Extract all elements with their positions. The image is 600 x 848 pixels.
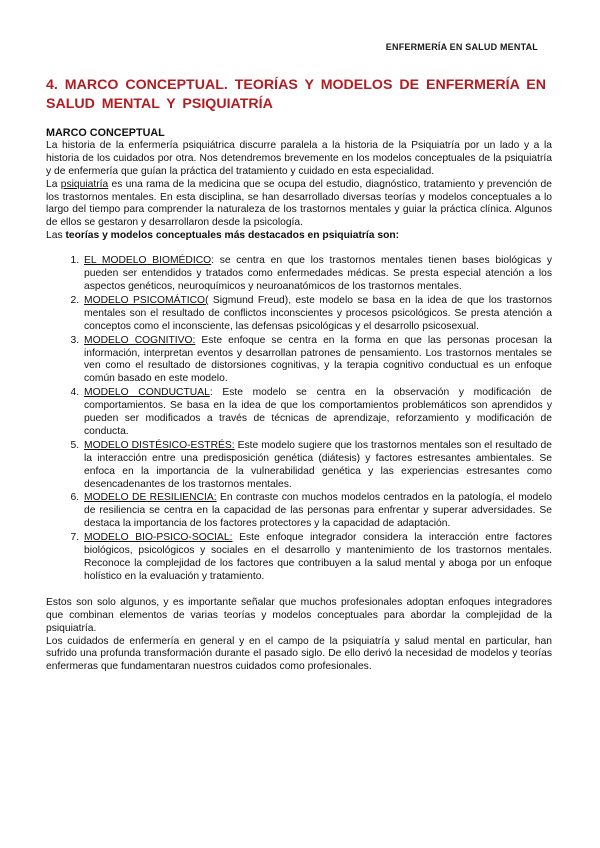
model-item-resiliencia bbox=[82, 492, 552, 531]
model-description: En contraste con muchos modelos centrados en la patología, el modelo de resiliencia se centra en la capacidad de las personas para enfrentar y superar adversidades. Se destaca la importancia de los factores protectores y la capacidad de adaptación. bbox=[84, 492, 552, 530]
closing-paragraph-1: Estos son solo algunos, y es importante señalar que muchos profesionales adoptan enfoques integradores que combinan elementos de varias teorías y modelos conceptuales para abordar la complejidad de la psiquiatría. bbox=[46, 596, 552, 634]
model-item-conductual bbox=[82, 387, 552, 439]
model-item-cognitivo bbox=[82, 335, 552, 387]
model-name: MODELO DE RESILIENCIA: bbox=[84, 492, 217, 504]
section-heading: MARCO CONCEPTUAL bbox=[46, 127, 165, 139]
intro-paragraph-1: La historia de la enfermería psiquiátrica discurre paralela a la historia de la Psiquiatría por un lado y a la historia de los cuidados por otra. Nos detendremos brevemente en los modelos conceptuales de la psiquiatría y de enfermería que guían la práctica del tratamiento y cuidado en esta especialidad. bbox=[46, 139, 552, 177]
model-name: MODELO DISTÉSICO-ESTRÉS: bbox=[84, 439, 235, 451]
models-list bbox=[46, 255, 552, 584]
intro-prefix: La bbox=[46, 178, 61, 190]
models-lead-in bbox=[46, 230, 552, 243]
model-description: Este modelo sugiere que los trastornos mentales son el resultado de la interacción entre una predisposición genética (diátesis) y factores estresantes ambientales. Se enfoca en la importancia de la vulnerabilidad genética y las experiencias estresantes como desencadenantes de los trastornos mentales. bbox=[84, 439, 552, 490]
running-header: ENFERMERÍA EN SALUD MENTAL bbox=[385, 42, 538, 52]
model-item-psicomatico bbox=[82, 295, 552, 334]
closing-paragraph-2: Los cuidados de enfermería en general y en el campo de la psiquiatría y salud mental en particular, han sufrido una profunda transformación durante el pasado siglo. De ello derivó la necesidad de modelos y teorías enfermeras que fundamentaran nuestros cuidados como profesionales. bbox=[46, 635, 552, 673]
intro-block bbox=[46, 140, 552, 243]
model-description: : se centra en que los trastornos mentales tienen bases biológicas y pueden ser entendidos y tratados como enfermedades médicas. Se presta especial atención a los aspectos genéticos, neuroquímicos y neuroanatómicos de los trastornos mentales. bbox=[84, 255, 552, 292]
model-item-biomedico bbox=[82, 255, 552, 294]
model-name: MODELO COGNITIVO: bbox=[84, 334, 196, 346]
document-body bbox=[46, 127, 552, 674]
closing-block bbox=[46, 597, 552, 674]
model-description: Este enfoque se centra en la forma en que las personas procesan la información, interpretan eventos y desarrollan patrones de pensamiento. Los trastornos mentales se ven como el resultado de distorsiones cognitivas, y la terapia cognitivo conductual es un enfoque común basado en este modelo. bbox=[84, 334, 552, 385]
model-description: : Este modelo se centra en la observación y modificación de comportamientos. Se basa en la idea de que los comportamientos problemáticos son aprendidos y pueden ser modificados a través de técnicas de aprendizaje, reforzamiento y modificación de conducta. bbox=[84, 387, 552, 437]
lead-bold: teorías y modelos conceptuales más destacados en psiquiatría son: bbox=[65, 230, 400, 242]
intro-rest: es una rama de la medicina que se ocupa del estudio, diagnóstico, tratamiento y prevención de los trastornos mentales. En esta disciplina, se han desarrollado diversas teorías y modelos conceptuales a lo largo del tiempo para comprender la naturaleza de los trastornos mentales y guiar la práctica clínica. Algunos de ellos se gestaron y desarrollaron desde la psicología. bbox=[46, 178, 552, 229]
model-description: Sigmund Freud), este modelo se basa en la idea de que los trastornos mentales son el resultado de conflictos inconscientes y procesos psicológicos. Se presta atención a conceptos como el inconsciente, las defensas psicológicas y el desarrollo psicosexual. bbox=[84, 294, 552, 332]
model-name: EL MODELO BIOMÉDICO bbox=[84, 255, 212, 267]
chapter-title: 4. MARCO CONCEPTUAL. TEORÍAS Y MODELOS DE ENFERMERÍA EN SALUD MENTAL Y PSIQUIATRÍA bbox=[46, 77, 546, 112]
lead-prefix: Las bbox=[46, 230, 66, 242]
model-item-bio-psico-social bbox=[82, 532, 552, 584]
intro-paragraph-2 bbox=[46, 179, 552, 231]
model-description: Este enfoque integrador considera la interacción entre factores biológicos, psicológicos y sociales en el desarrollo y mantenimiento de los trastornos mentales. Reconoce la complejidad de los factores que contribuyen a la salud mental y aboga por un enfoque holístico en la evaluación y tratamiento. bbox=[84, 532, 552, 582]
psiquiatria-term: psiquiatría bbox=[60, 178, 109, 190]
model-name: MODELO PSICOMÁTICO( bbox=[84, 294, 209, 306]
model-name: MODELO BIO-PSICO-SOCIAL: bbox=[84, 532, 233, 544]
model-name: MODELO CONDUCTUAL bbox=[84, 387, 210, 399]
model-item-distesico-estres bbox=[82, 440, 552, 492]
